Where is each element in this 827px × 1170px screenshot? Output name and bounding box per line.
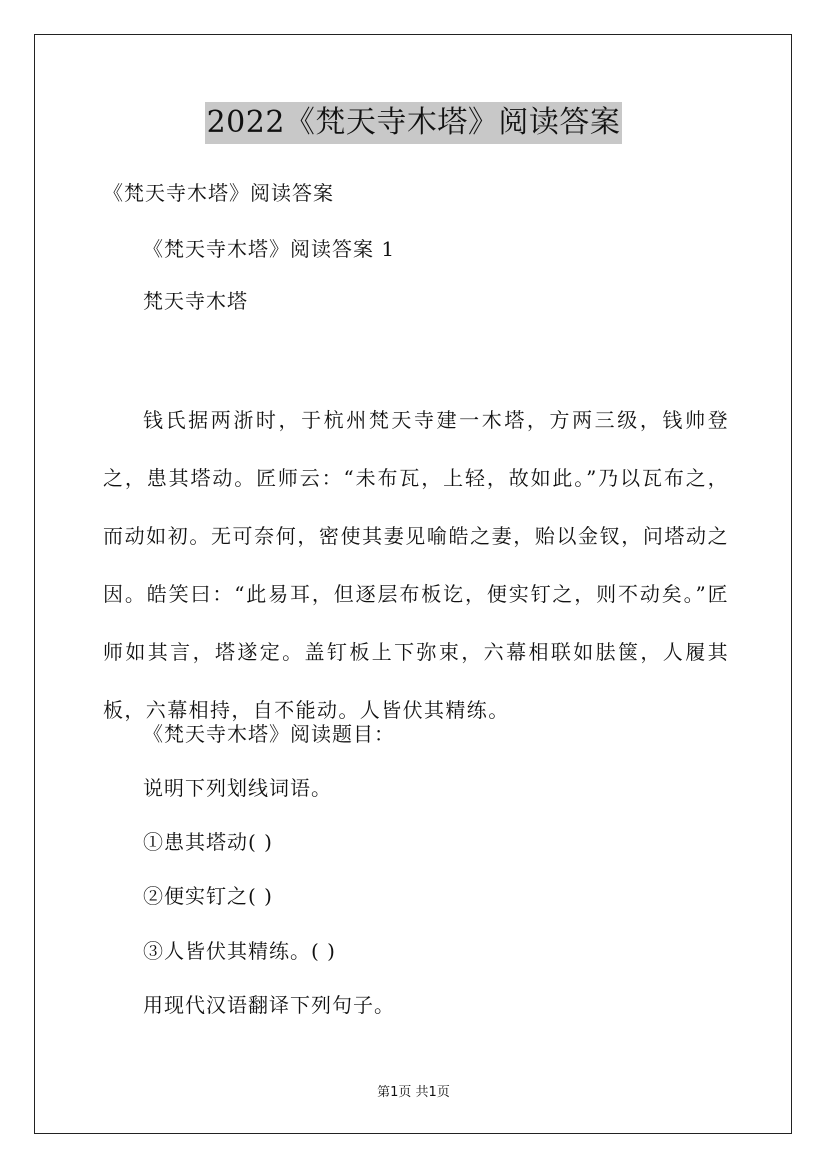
instruction-text: 说明下列划线词语。 (143, 776, 332, 800)
question-item: ①患其塔动( ) (143, 830, 273, 854)
page-number: 第1页 共1页 (377, 1085, 450, 1100)
title-container (0, 102, 827, 144)
question-item: ②便实钉之( ) (143, 884, 273, 908)
question-item: ③人皆伏其精练。( ) (143, 939, 336, 963)
section-heading: 《梵天寺木塔》阅读答案 1 (143, 237, 396, 261)
passage-title: 梵天寺木塔 (143, 289, 248, 313)
translate-instruction: 用现代汉语翻译下列句子。 (143, 993, 395, 1017)
document-subtitle: 《梵天寺木塔》阅读答案 (103, 181, 334, 205)
questions-heading: 《梵天寺木塔》阅读题目： (143, 722, 395, 746)
passage-paragraph: 钱氏据两浙时，于杭州梵天寺建一木塔，方两三级，钱帅登之，患其塔动。匠师云：“未布瓦，上轻，故如此。”乃以瓦布之，而动如初。无可奈何，密使其妻见喻皓之妻，贻以金钗，问塔动之因。皓笑曰：“此易耳，但逐层布板讫，便实钉之，则不动矣。”匠师如其言，塔遂定。盖钉板上下弥束，六幕相联如胠箧，人履其板，六幕相持，自不能动。人皆伏其精练。 (103, 408, 729, 722)
document-title: 2022《梵天寺木塔》阅读答案 (205, 102, 623, 144)
page-footer (0, 1084, 827, 1102)
